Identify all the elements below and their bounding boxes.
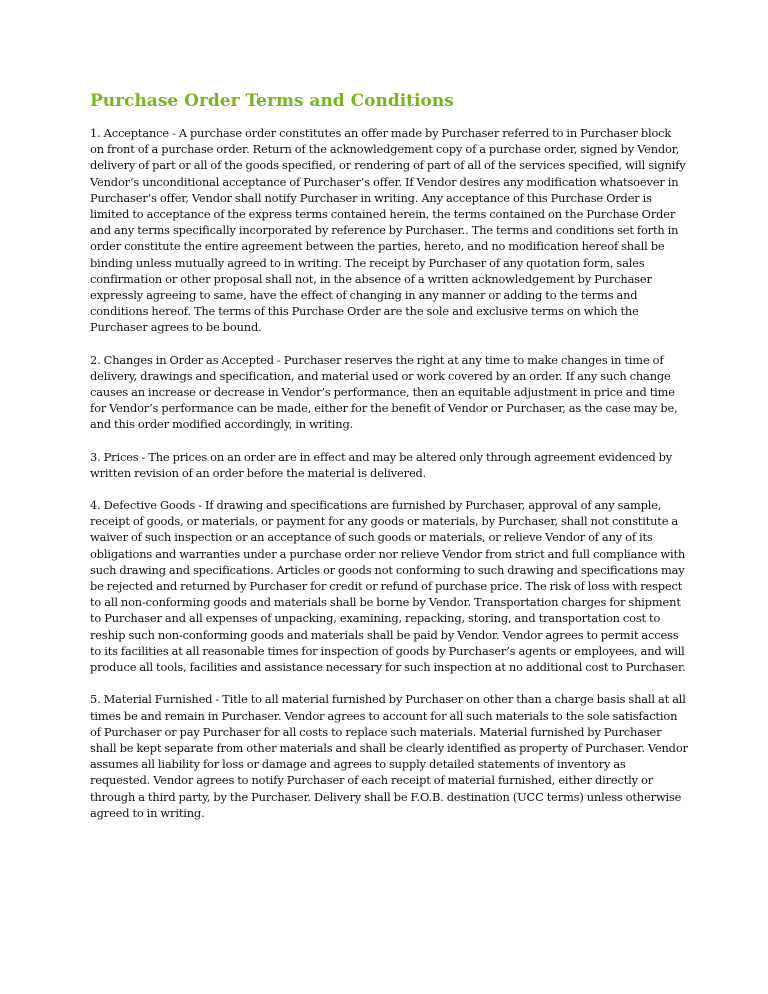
section-acceptance: 1. Acceptance - A purchase order constitutes an offer made by Purchaser referred to in Purchaser block on front of a purchase order. Return of the acknowledgement copy of a purchase order, signed by Vendor, delivery of part or all of the goods specified, or rendering of part of all of the services specified, will signify Vendor’s unconditional acceptance of Purchaser’s offer. If Vendor desires any modification whatsoever in Purchaser’s offer, Vendor shall notify Purchaser in writing. Any acceptance of this Purchase Order is limited to acceptance of the express terms contained herein, the terms contained on the Purchase Order and any terms specifically incorporated by reference by Purchaser.. The terms and conditions set forth in order constitute the entire agreement between the parties, hereto, and no modification hereof shall be binding unless mutually agreed to in writing. The receipt by Purchaser of any quotation form, sales confirmation or other proposal shall not, in the absence of a written acknowledgement by Purchaser expressly agreeing to same, have the effect of changing in any manner or adding to the terms and conditions hereof. The terms of this Purchase Order are the sole and exclusive terms on which the Purchaser agrees to be bound.	[90, 126, 686, 335]
document-title: Purchase Order Terms and Conditions	[90, 91, 454, 111]
document-page	[90, 90, 688, 837]
section-prices: 3. Prices - The prices on an order are in effect and may be altered only through agreement evidenced by written revision of an order before the material is delivered.	[90, 449, 673, 480]
section-material-furnished: 5. Material Furnished - Title to all material furnished by Purchaser on other than a charge basis shall at all times be and remain in Purchaser. Vendor agrees to account for all such materials to the sole satisfaction of Purchaser or pay Purchaser for all costs to replace such materials. Material furnished by Purchaser shall be kept separate from other materials and shall be clearly identified as property of Purchaser. Vendor assumes all liability for loss or damage and agrees to supply detailed statements of inventory as requested. Vendor agrees to notify Purchaser of each receipt of material furnished, either directly or through a third party, by the Purchaser. Delivery shall be F.O.B. destination (UCC terms) unless otherwise agreed to in writing.	[90, 692, 688, 820]
section-changes-in-order: 2. Changes in Order as Accepted - Purchaser reserves the right at any time to make changes in time of delivery, drawings and specification, and material used or work covered by an order. If any such change causes an increase or decrease in Vendor’s performance, then an equitable adjustment in price and time for Vendor’s performance can be made, either for the benefit of Vendor or Purchaser, as the case may be, and this order modified accordingly, in writing.	[90, 352, 678, 432]
section-defective-goods: 4. Defective Goods - If drawing and specifications are furnished by Purchaser, approval of any sample, receipt of goods, or materials, or payment for any goods or materials, by Purchaser, shall not constitute a waiver of such inspection or an acceptance of such goods or materials, or relieve Vendor of any of its obligations and warranties under a purchase order nor relieve Vendor from strict and full compliance with such drawing and specifications. Articles or goods not conforming to such drawing and specifications may be rejected and returned by Purchaser for credit or refund of purchase price. The risk of loss with respect to all non-conforming goods and materials shall be borne by Vendor. Transportation charges for shipment to Purchaser and all expenses of unpacking, examining, repacking, storing, and transportation cost to reship such non-conforming goods and materials shall be paid by Vendor. Vendor agrees to permit access to its facilities at all reasonable times for inspection of goods by Purchaser’s agents or employees, and will produce all tools, facilities and assistance necessary for such inspection at no additional cost to Purchaser.	[90, 498, 686, 675]
